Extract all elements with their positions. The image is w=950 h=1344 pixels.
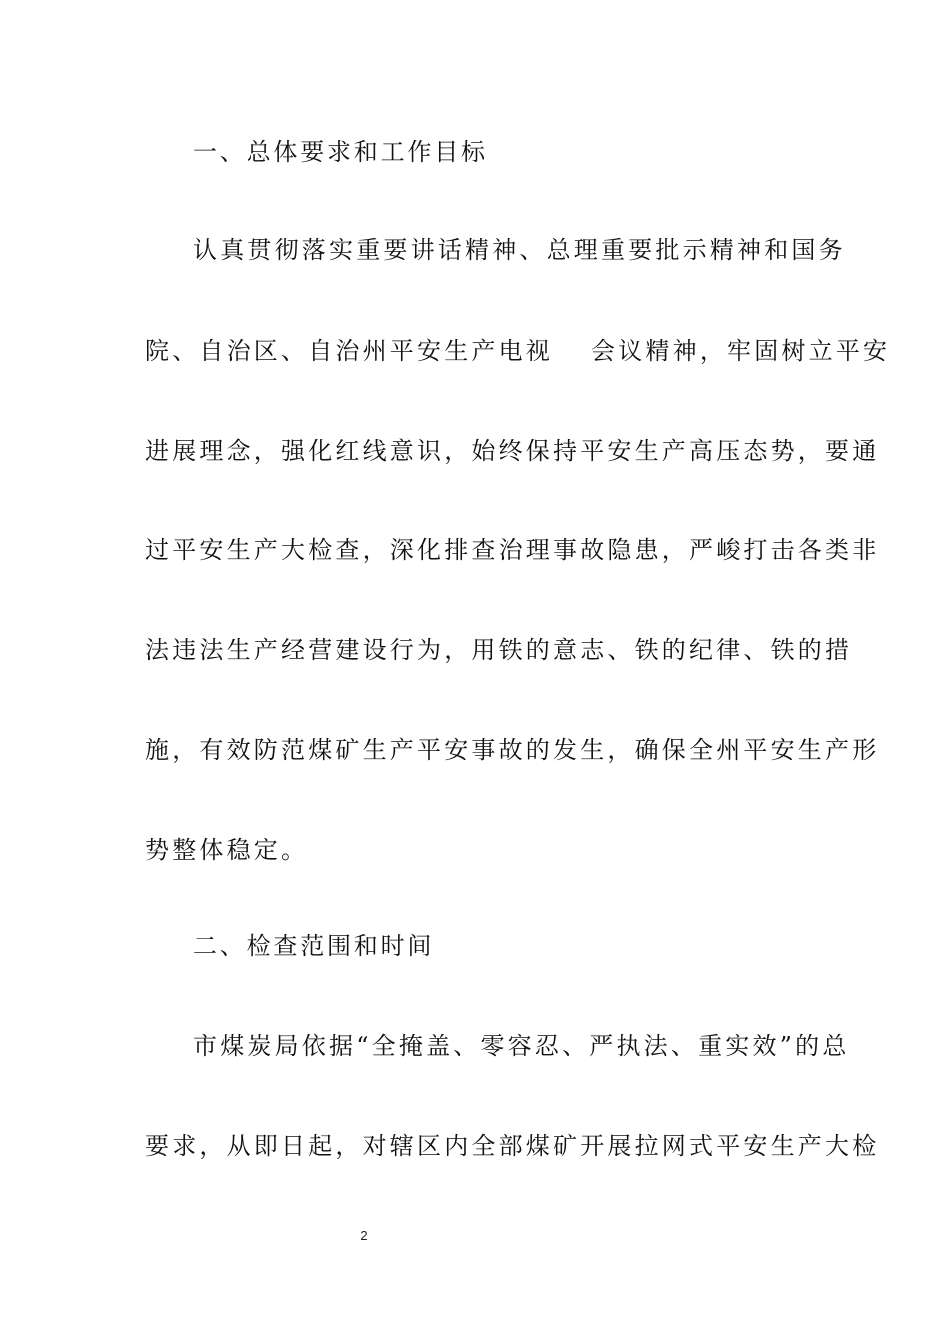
paragraph-line: 市煤炭局依据“全掩盖、零容忍、严执法、重实效”的总 bbox=[193, 1032, 850, 1060]
paragraph-line: 过平安生产大检查，深化排查治理事故隐患，严峻打击各类非 bbox=[145, 536, 880, 564]
section-heading: 二、检查范围和时间 bbox=[193, 932, 435, 960]
paragraph-line: 要求，从即日起，对辖区内全部煤矿开展拉网式平安生产大检 bbox=[145, 1132, 880, 1160]
paragraph-line: 认真贯彻落实重要讲话精神、总理重要批示精神和国务 bbox=[193, 236, 846, 264]
paragraph-line: 势整体稳定。 bbox=[145, 836, 309, 864]
page-number: 2 bbox=[360, 1228, 368, 1243]
paragraph-line: 施，有效防范煤矿生产平安事故的发生，确保全州平安生产形 bbox=[145, 736, 880, 764]
paragraph-line: 院、自治区、自治州平安生产电视 会议精神，牢固树立平安 bbox=[145, 337, 891, 365]
paragraph-line: 进展理念，强化红线意识，始终保持平安生产高压态势，要通 bbox=[145, 437, 880, 465]
paragraph-line: 法违法生产经营建设行为，用铁的意志、铁的纪律、铁的措 bbox=[145, 636, 853, 664]
section-heading: 一、总体要求和工作目标 bbox=[193, 138, 488, 166]
